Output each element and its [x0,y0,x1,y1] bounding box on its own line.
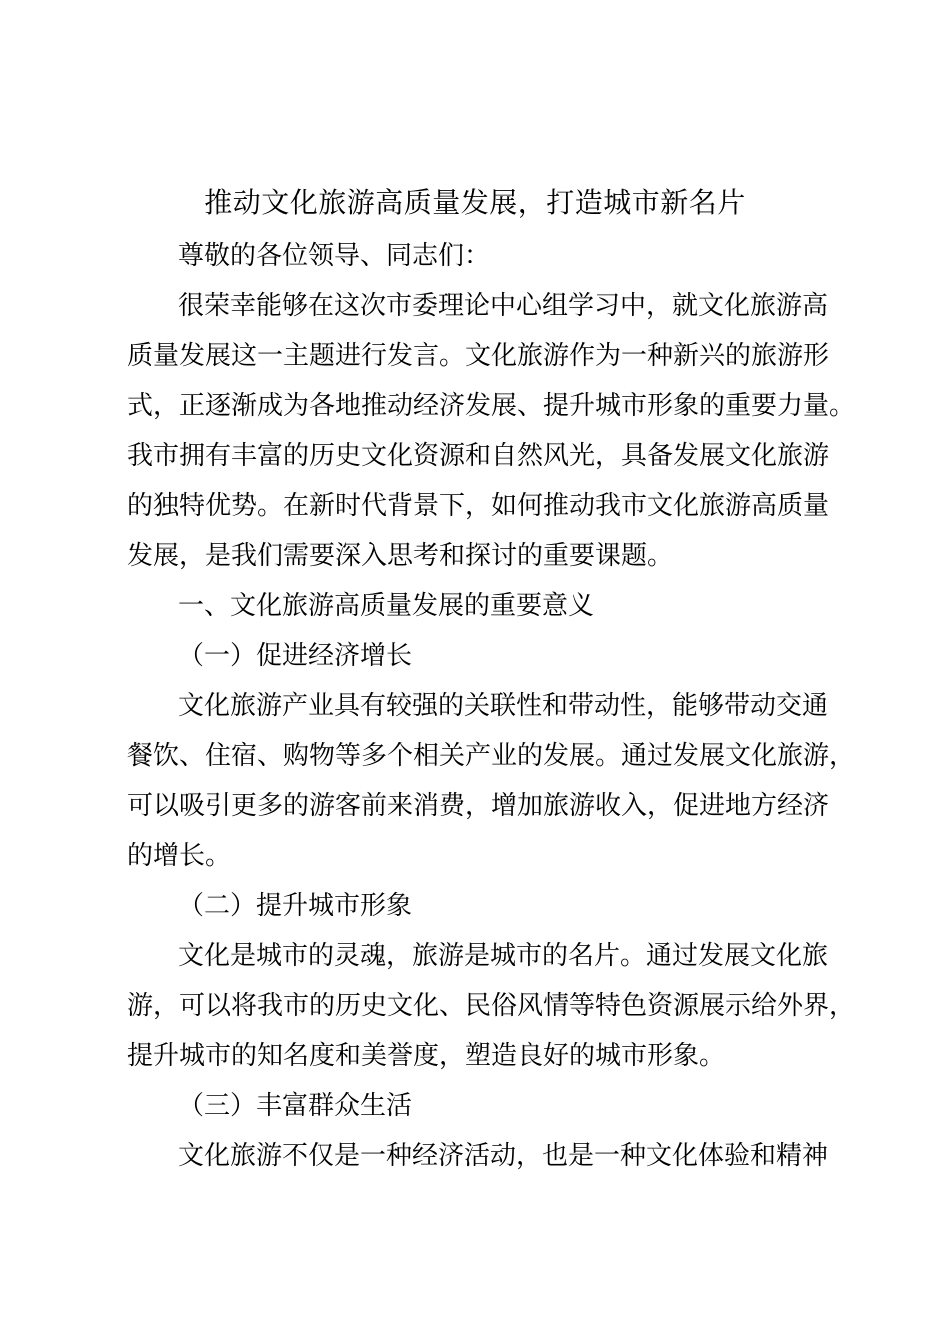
paragraph-line: 质量发展这一主题进行发言。文化旅游作为一种新兴的旅游形 [127,341,830,371]
subsection-heading: （三）丰富群众生活 [178,1091,413,1121]
paragraph-line: 文化旅游不仅是一种经济活动，也是一种文化体验和精神 [178,1141,829,1171]
paragraph-line: 的独特优势。在新时代背景下，如何推动我市文化旅游高质量 [127,491,830,521]
document-title: 推动文化旅游高质量发展，打造城市新名片 [204,186,746,219]
salutation: 尊敬的各位领导、同志们： [178,241,491,271]
paragraph-line: 文化旅游产业具有较强的关联性和带动性，能够带动交通 [178,691,829,721]
paragraph-line: 餐饮、住宿、购物等多个相关产业的发展。通过发展文化旅游， [127,741,856,771]
paragraph-line: 发展，是我们需要深入思考和探讨的重要课题。 [127,541,674,571]
subsection-heading: （二）提升城市形象 [178,891,413,921]
section-heading: 一、文化旅游高质量发展的重要意义 [178,591,595,621]
paragraph-line: 的增长。 [127,841,232,871]
paragraph-line: 我市拥有丰富的历史文化资源和自然风光，具备发展文化旅游 [127,441,830,471]
paragraph-line: 提升城市的知名度和美誉度，塑造良好的城市形象。 [127,1041,726,1071]
paragraph-line: 文化是城市的灵魂，旅游是城市的名片。通过发展文化旅 [178,941,829,971]
subsection-heading: （一）促进经济增长 [178,641,413,671]
paragraph-line: 游，可以将我市的历史文化、民俗风情等特色资源展示给外界， [127,991,856,1021]
paragraph-line: 式，正逐渐成为各地推动经济发展、提升城市形象的重要力量。 [127,391,856,421]
paragraph-line: 很荣幸能够在这次市委理论中心组学习中，就文化旅游高 [178,291,829,321]
paragraph-line: 可以吸引更多的游客前来消费，增加旅游收入，促进地方经济 [127,791,830,821]
